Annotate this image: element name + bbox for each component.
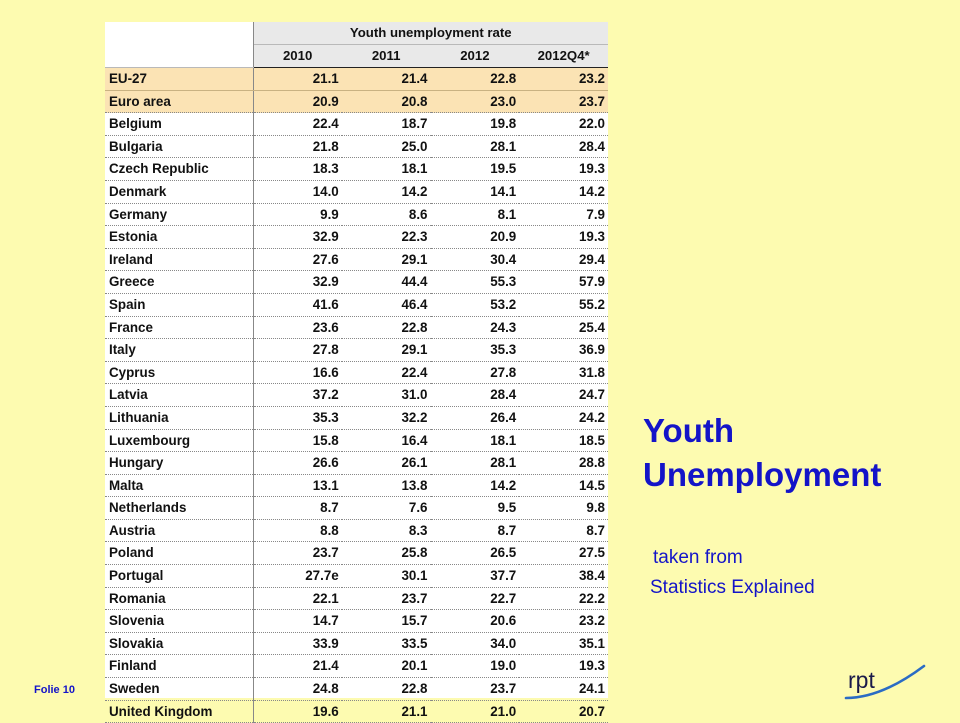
value-cell: 32.9 [253, 226, 342, 249]
value-cell: 23.7 [253, 542, 342, 565]
country-cell: Denmark [105, 180, 253, 203]
value-cell: 37.7 [431, 565, 520, 588]
column-header-2012: 2012 [431, 45, 520, 68]
table-row [105, 497, 608, 520]
value-cell: 14.2 [342, 180, 431, 203]
value-cell: 18.3 [253, 158, 342, 181]
value-cell: 19.3 [519, 655, 608, 678]
country-cell: Estonia [105, 226, 253, 249]
value-cell: 22.2 [519, 587, 608, 610]
country-cell: EU-27 [105, 68, 253, 91]
country-cell: Spain [105, 293, 253, 316]
table-row [105, 203, 608, 226]
value-cell: 28.1 [431, 452, 520, 475]
country-cell: Hungary [105, 452, 253, 475]
value-cell: 24.8 [253, 678, 342, 701]
table-row [105, 361, 608, 384]
table-row [105, 158, 608, 181]
value-cell: 8.1 [431, 203, 520, 226]
value-cell: 32.2 [342, 406, 431, 429]
value-cell: 33.5 [342, 632, 431, 655]
value-cell: 21.4 [342, 68, 431, 91]
column-header-2010: 2010 [253, 45, 342, 68]
value-cell: 26.6 [253, 452, 342, 475]
country-cell: United Kingdom [105, 700, 253, 723]
value-cell: 9.8 [519, 497, 608, 520]
table-row [105, 68, 608, 91]
value-cell: 26.5 [431, 542, 520, 565]
value-cell: 21.4 [253, 655, 342, 678]
country-cell: France [105, 316, 253, 339]
value-cell: 30.4 [431, 248, 520, 271]
value-cell: 27.5 [519, 542, 608, 565]
table-row [105, 248, 608, 271]
value-cell: 28.4 [519, 135, 608, 158]
value-cell: 14.2 [519, 180, 608, 203]
table-group-header: Youth unemployment rate [253, 22, 608, 45]
column-header-2012q4: 2012Q4* [519, 45, 608, 68]
country-cell: Finland [105, 655, 253, 678]
value-cell: 22.4 [342, 361, 431, 384]
title-line-2: Unemployment [643, 456, 882, 493]
table-group-header-row [105, 22, 608, 45]
value-cell: 27.8 [431, 361, 520, 384]
value-cell: 20.7 [519, 700, 608, 723]
value-cell: 31.0 [342, 384, 431, 407]
value-cell: 8.6 [342, 203, 431, 226]
country-cell: Luxembourg [105, 429, 253, 452]
country-cell: Czech Republic [105, 158, 253, 181]
value-cell: 21.1 [342, 700, 431, 723]
value-cell: 14.5 [519, 474, 608, 497]
country-cell: Slovenia [105, 610, 253, 633]
value-cell: 25.4 [519, 316, 608, 339]
title-line-1: Youth [643, 412, 735, 449]
value-cell: 23.0 [431, 90, 520, 113]
table-row [105, 587, 608, 610]
table-row [105, 565, 608, 588]
country-cell: Portugal [105, 565, 253, 588]
value-cell: 16.4 [342, 429, 431, 452]
value-cell: 23.7 [431, 678, 520, 701]
table-row [105, 610, 608, 633]
table-row [105, 632, 608, 655]
table-body [105, 68, 608, 723]
value-cell: 9.5 [431, 497, 520, 520]
value-cell: 19.8 [431, 113, 520, 136]
value-cell: 33.9 [253, 632, 342, 655]
value-cell: 35.1 [519, 632, 608, 655]
value-cell: 15.7 [342, 610, 431, 633]
value-cell: 18.1 [431, 429, 520, 452]
country-cell: Bulgaria [105, 135, 253, 158]
country-cell: Germany [105, 203, 253, 226]
value-cell: 20.6 [431, 610, 520, 633]
value-cell: 20.1 [342, 655, 431, 678]
table-row [105, 226, 608, 249]
value-cell: 19.0 [431, 655, 520, 678]
table-row [105, 655, 608, 678]
value-cell: 7.6 [342, 497, 431, 520]
value-cell: 25.8 [342, 542, 431, 565]
value-cell: 7.9 [519, 203, 608, 226]
value-cell: 19.6 [253, 700, 342, 723]
value-cell: 32.9 [253, 271, 342, 294]
value-cell: 37.2 [253, 384, 342, 407]
value-cell: 14.0 [253, 180, 342, 203]
value-cell: 8.7 [253, 497, 342, 520]
value-cell: 20.8 [342, 90, 431, 113]
table-row [105, 339, 608, 362]
value-cell: 21.1 [253, 68, 342, 91]
table-row [105, 519, 608, 542]
table-corner-cell [105, 22, 253, 68]
table-row [105, 316, 608, 339]
value-cell: 27.7e [253, 565, 342, 588]
value-cell: 35.3 [253, 406, 342, 429]
value-cell: 34.0 [431, 632, 520, 655]
country-cell: Latvia [105, 384, 253, 407]
value-cell: 25.0 [342, 135, 431, 158]
value-cell: 23.7 [342, 587, 431, 610]
value-cell: 23.2 [519, 610, 608, 633]
source-line-1: taken from [653, 547, 743, 568]
value-cell: 22.7 [431, 587, 520, 610]
table-row [105, 406, 608, 429]
source-note [650, 543, 815, 603]
value-cell: 22.1 [253, 587, 342, 610]
country-cell: Netherlands [105, 497, 253, 520]
value-cell: 53.2 [431, 293, 520, 316]
country-cell: Cyprus [105, 361, 253, 384]
value-cell: 22.3 [342, 226, 431, 249]
value-cell: 23.2 [519, 68, 608, 91]
value-cell: 38.4 [519, 565, 608, 588]
value-cell: 28.8 [519, 452, 608, 475]
value-cell: 22.8 [342, 678, 431, 701]
value-cell: 22.4 [253, 113, 342, 136]
value-cell: 8.7 [431, 519, 520, 542]
value-cell: 18.5 [519, 429, 608, 452]
value-cell: 23.7 [519, 90, 608, 113]
table-row [105, 180, 608, 203]
logo-text: rpt [848, 667, 875, 693]
value-cell: 24.7 [519, 384, 608, 407]
column-header-2011: 2011 [342, 45, 431, 68]
value-cell: 14.1 [431, 180, 520, 203]
value-cell: 13.1 [253, 474, 342, 497]
value-cell: 27.6 [253, 248, 342, 271]
value-cell: 8.3 [342, 519, 431, 542]
value-cell: 31.8 [519, 361, 608, 384]
value-cell: 14.7 [253, 610, 342, 633]
table-row [105, 452, 608, 475]
table-row [105, 293, 608, 316]
country-cell: Italy [105, 339, 253, 362]
country-cell: Poland [105, 542, 253, 565]
value-cell: 36.9 [519, 339, 608, 362]
country-cell: Lithuania [105, 406, 253, 429]
youth-unemployment-table [105, 22, 608, 723]
table-row [105, 429, 608, 452]
value-cell: 24.1 [519, 678, 608, 701]
value-cell: 30.1 [342, 565, 431, 588]
value-cell: 29.1 [342, 248, 431, 271]
table-row [105, 678, 608, 701]
value-cell: 28.1 [431, 135, 520, 158]
value-cell: 41.6 [253, 293, 342, 316]
table-row [105, 384, 608, 407]
value-cell: 29.4 [519, 248, 608, 271]
table-row [105, 113, 608, 136]
slide-number: Folie 10 [34, 684, 75, 696]
value-cell: 46.4 [342, 293, 431, 316]
value-cell: 24.3 [431, 316, 520, 339]
value-cell: 57.9 [519, 271, 608, 294]
value-cell: 22.0 [519, 113, 608, 136]
country-cell: Euro area [105, 90, 253, 113]
table-row [105, 271, 608, 294]
country-cell: Greece [105, 271, 253, 294]
value-cell: 55.3 [431, 271, 520, 294]
value-cell: 21.8 [253, 135, 342, 158]
value-cell: 19.3 [519, 226, 608, 249]
value-cell: 20.9 [431, 226, 520, 249]
source-line-2: Statistics Explained [650, 577, 815, 598]
value-cell: 29.1 [342, 339, 431, 362]
value-cell: 14.2 [431, 474, 520, 497]
value-cell: 9.9 [253, 203, 342, 226]
value-cell: 18.1 [342, 158, 431, 181]
value-cell: 35.3 [431, 339, 520, 362]
value-cell: 13.8 [342, 474, 431, 497]
country-cell: Romania [105, 587, 253, 610]
value-cell: 28.4 [431, 384, 520, 407]
value-cell: 22.8 [431, 68, 520, 91]
value-cell: 44.4 [342, 271, 431, 294]
slide-title [643, 409, 943, 497]
value-cell: 19.5 [431, 158, 520, 181]
value-cell: 55.2 [519, 293, 608, 316]
unemployment-table-image [105, 22, 608, 719]
rpt-logo [840, 660, 936, 706]
table-row [105, 474, 608, 497]
country-cell: Slovakia [105, 632, 253, 655]
value-cell: 26.1 [342, 452, 431, 475]
table-row [105, 700, 608, 723]
value-cell: 24.2 [519, 406, 608, 429]
country-cell: Ireland [105, 248, 253, 271]
country-cell: Sweden [105, 678, 253, 701]
table-row [105, 90, 608, 113]
value-cell: 15.8 [253, 429, 342, 452]
value-cell: 27.8 [253, 339, 342, 362]
table-row [105, 135, 608, 158]
country-cell: Austria [105, 519, 253, 542]
country-cell: Belgium [105, 113, 253, 136]
value-cell: 8.8 [253, 519, 342, 542]
country-cell: Malta [105, 474, 253, 497]
value-cell: 18.7 [342, 113, 431, 136]
value-cell: 19.3 [519, 158, 608, 181]
value-cell: 8.7 [519, 519, 608, 542]
value-cell: 16.6 [253, 361, 342, 384]
value-cell: 23.6 [253, 316, 342, 339]
value-cell: 20.9 [253, 90, 342, 113]
value-cell: 21.0 [431, 700, 520, 723]
table-row [105, 542, 608, 565]
value-cell: 22.8 [342, 316, 431, 339]
value-cell: 26.4 [431, 406, 520, 429]
